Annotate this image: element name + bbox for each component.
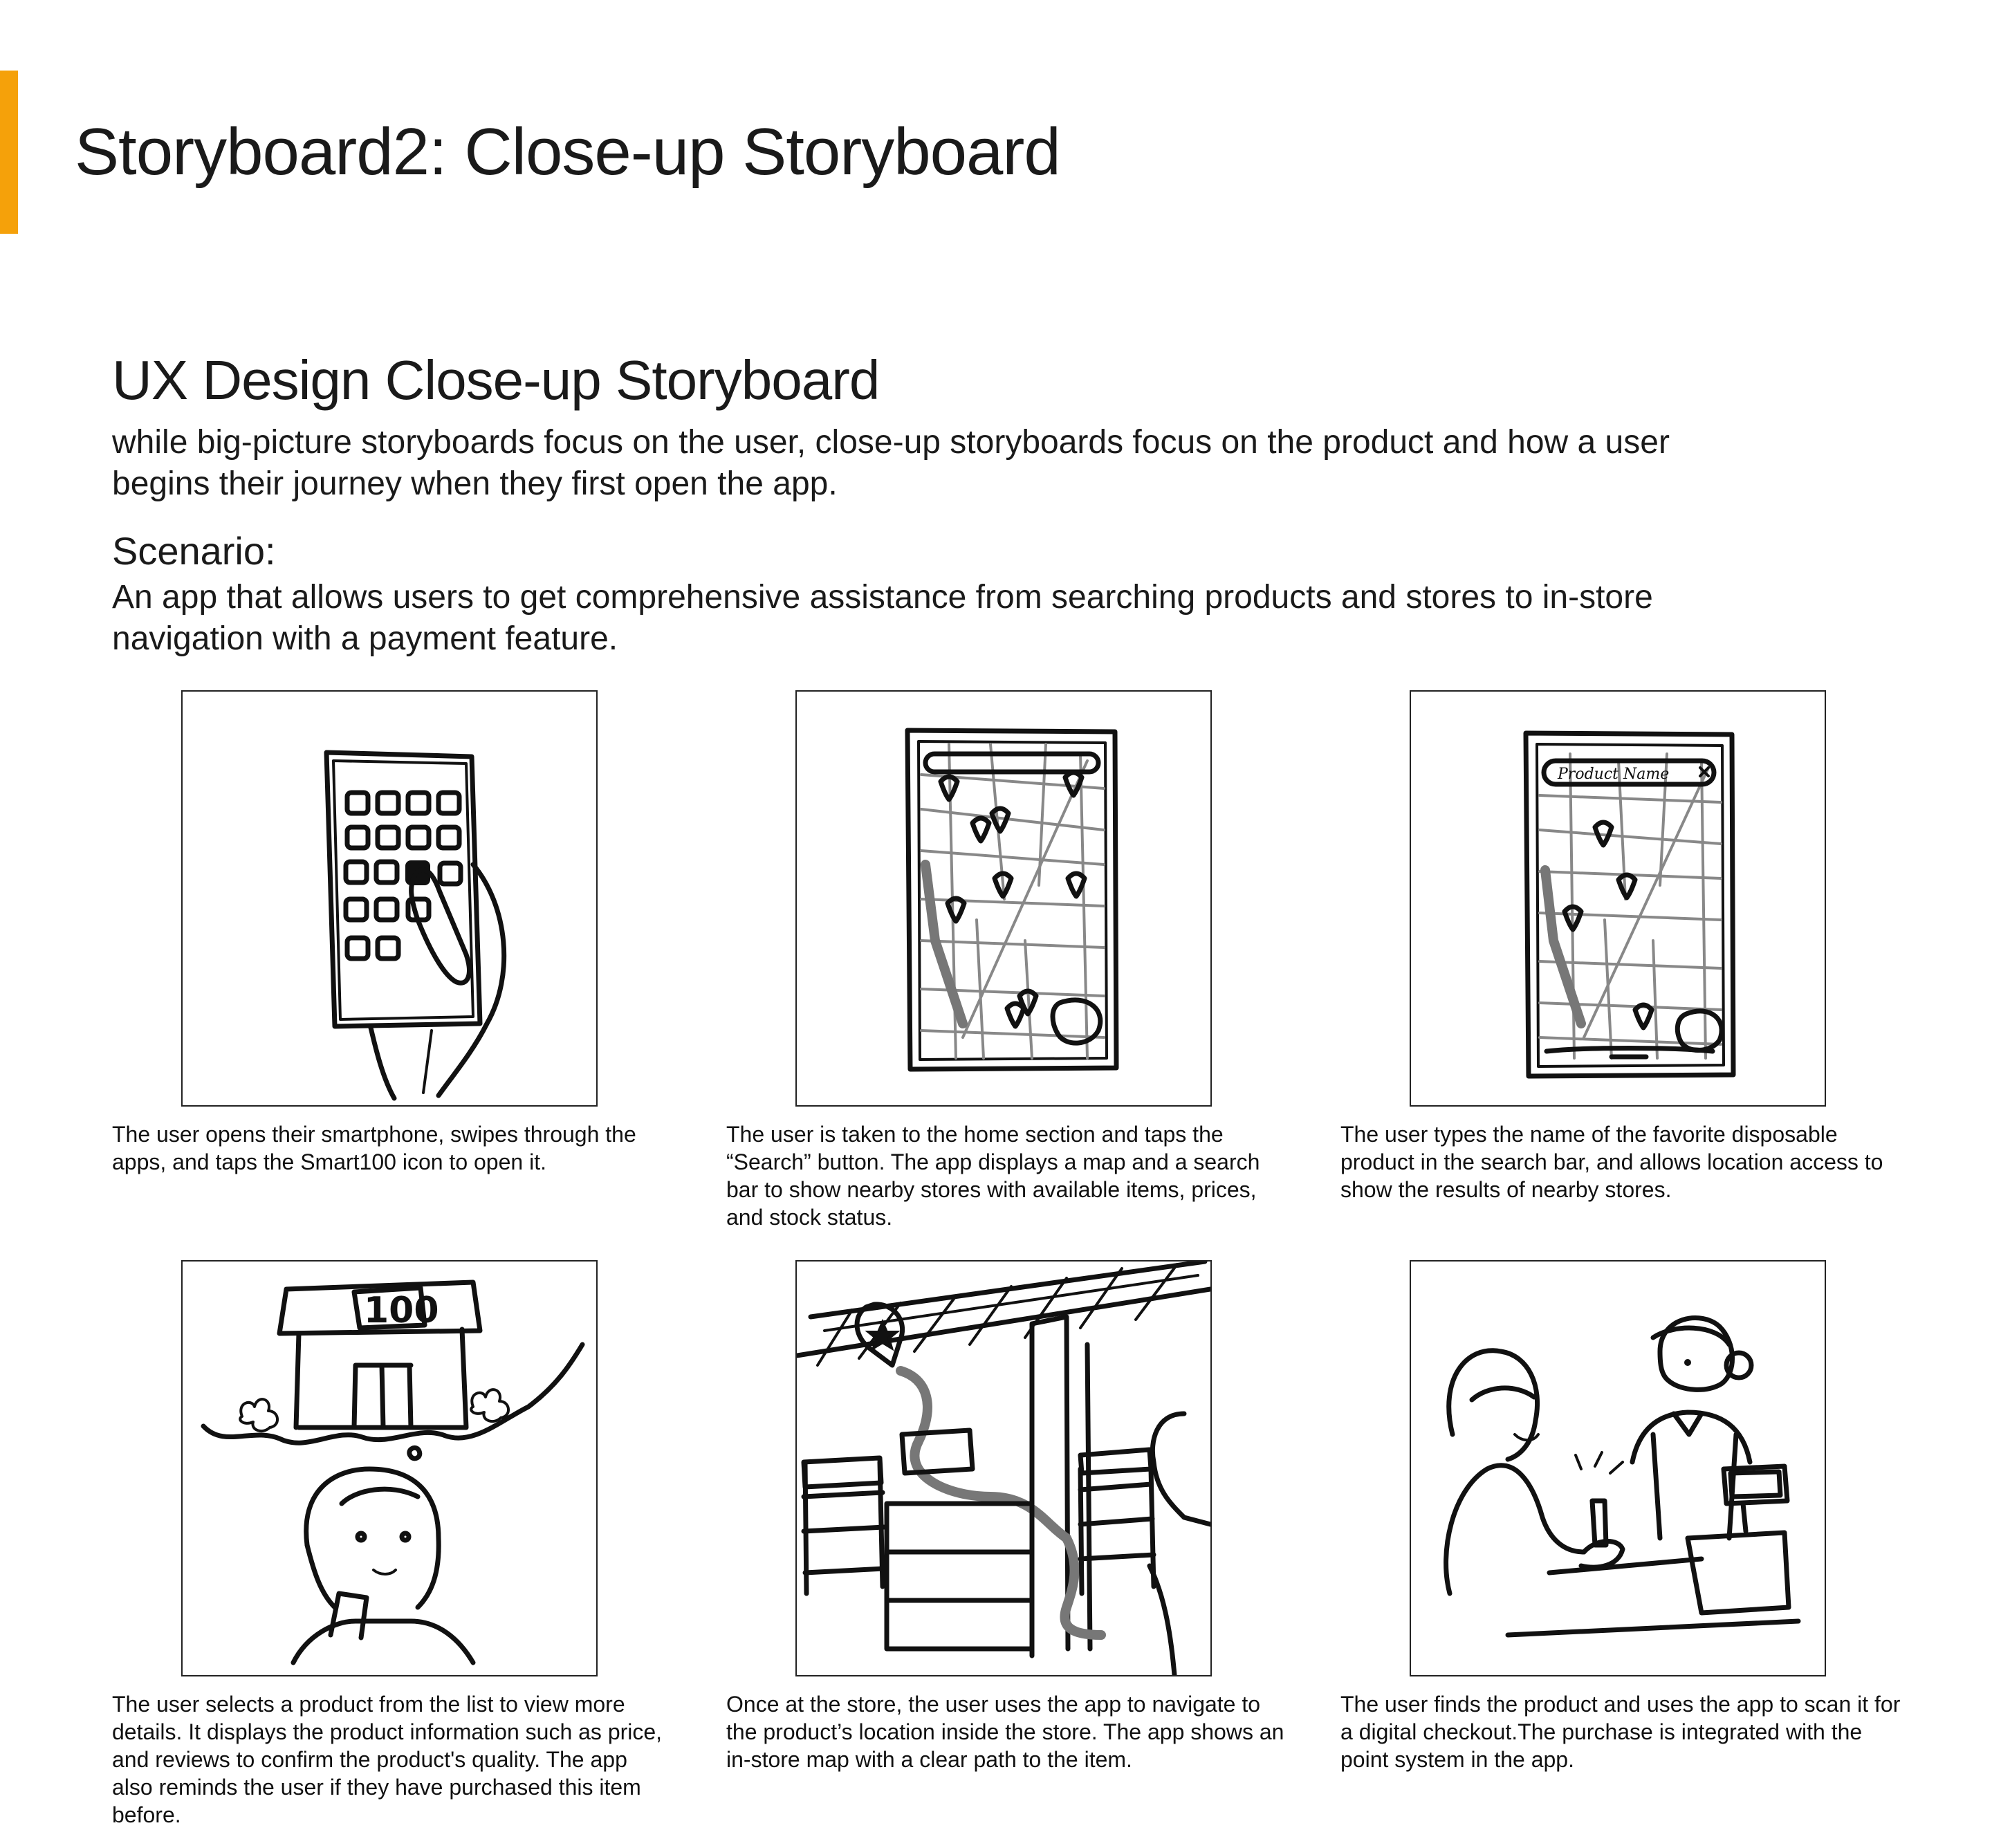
page-title: Storyboard2: Close-up Storyboard <box>75 115 1060 189</box>
scenario-label: Scenario: <box>112 529 276 573</box>
phone-search-sketch <box>1411 692 1825 1105</box>
store-navigation-sketch <box>797 1262 1210 1675</box>
panel-1-caption: The user opens their smartphone, swipes through the apps, and taps the Smart100 icon to open it. <box>112 1122 636 1174</box>
storyboard-panel-3 <box>1410 690 1826 1107</box>
storyboard-panel-4 <box>181 1260 598 1676</box>
accent-bar <box>0 71 18 234</box>
thinking-user-sketch <box>183 1262 596 1675</box>
section-title: UX Design Close-up Storyboard <box>112 349 880 411</box>
phone-map-sketch <box>797 692 1210 1105</box>
phone-tap-sketch <box>183 692 596 1105</box>
panel-6-caption: The user finds the product and uses the app to scan it for a digital checkout.The purchase is integrated with the point system in the app. <box>1340 1692 1901 1772</box>
storyboard-panel-1 <box>181 690 598 1107</box>
storyboard-panel-6 <box>1410 1260 1826 1676</box>
panel-5-caption: Once at the store, the user uses the app to navigate to the product’s location inside the store. The app shows an in-store map with a clear path to the item. <box>726 1692 1284 1772</box>
panel-2-caption: The user is taken to the home section and taps the “Search” button. The app displays a map and a search bar to show nearby stores with available items, prices, and stock status. <box>726 1122 1260 1230</box>
panel-3-caption: The user types the name of the favorite disposable product in the search bar, and allows location access to show the results of nearby stores. <box>1340 1122 1883 1202</box>
intro-paragraph: while big-picture storyboards focus on the user, close-up storyboards focus on the product and how a user begins their journey when they first open the app. <box>112 424 1670 502</box>
panel-4-caption: The user selects a product from the list to view more details. It displays the product information such as price, and reviews to confirm the product's quality. The app also reminds the user if they have purchased this item before. <box>112 1692 663 1827</box>
search-bar-text: Product Name <box>1558 766 1670 783</box>
scenario-text: An app that allows users to get comprehensive assistance from searching products and stores to in-store navigation with a payment feature. <box>112 579 1653 657</box>
store-sign-text: 100 <box>364 1290 439 1331</box>
storyboard-panel-2 <box>795 690 1212 1107</box>
checkout-sketch <box>1411 1262 1825 1675</box>
storyboard-panel-5 <box>795 1260 1212 1676</box>
